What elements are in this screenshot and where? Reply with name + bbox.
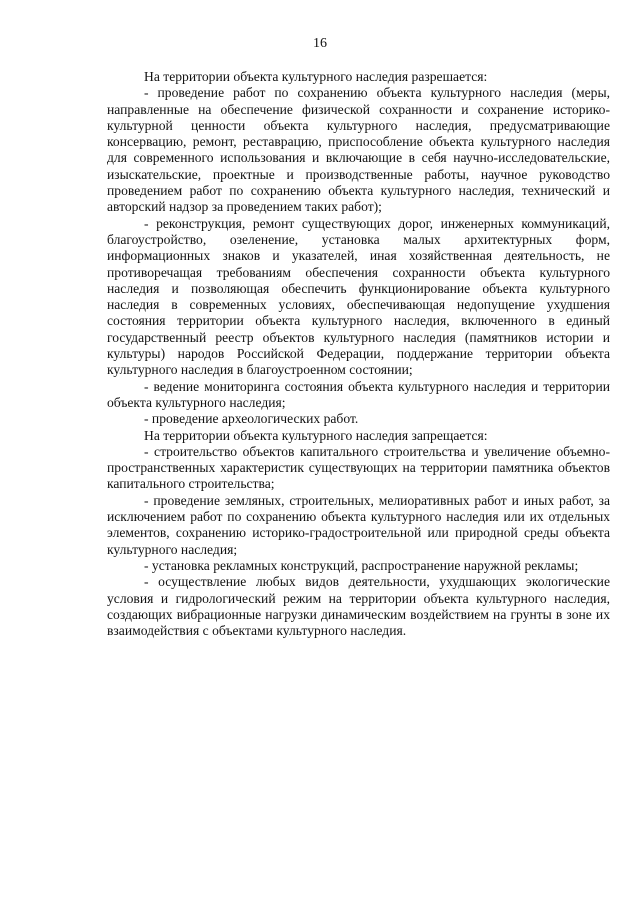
paragraph-prohibited-construction: - строительство объектов капитального строительства и увеличение объемно-пространственных характеристик существующих на территории памятника объектов капитального строительства; bbox=[107, 443, 610, 492]
paragraph-prohibited-earthworks: - проведение земляных, строительных, мелиоративных работ и иных работ, за исключением работ по сохранению объекта культурного наследия или их отдельных элементов, сохранению историко-градостроительной или природной среды объекта культурного наследия; bbox=[107, 492, 610, 557]
paragraph-permitted-conservation-works: - проведение работ по сохранению объекта культурного наследия (меры, направленные на обеспечение физической сохранности и сохранение историко-культурной ценности объекта культурного наследия, предусматривающие консервацию, ремонт, реставрацию, приспособление объекта культурного наследия для современного использования и включающие в себя научно-исследовательские, изыскательские, проектные и производственные работы, научное руководство проведением работ по сохранению объекта культурного наследия, технический и авторский надзор за проведением таких работ); bbox=[107, 85, 610, 215]
paragraph-permitted-heading: На территории объекта культурного наследия разрешается: bbox=[144, 69, 488, 84]
paragraph-permitted-monitoring: - ведение мониторинга состояния объекта культурного наследия и территории объекта культурного наследия; bbox=[107, 378, 610, 410]
page-number: 16 bbox=[313, 36, 327, 51]
paragraph-permitted-reconstruction: - реконструкция, ремонт существующих дорог, инженерных коммуникаций, благоустройство, озеленение, установка малых архитектурных форм, информационных знаков и указателей, иная хозяйственная деятельность, не противоречащая требованиям обеспечения сохранности объекта культурного наследия и позволяющая обеспечить функционирование объекта культурного наследия в современных условиях, обеспечивающая недопущение ухудшения состояния территории объекта культурного наследия, включенного в единый государственный реестр объектов культурного наследия (памятников истории и культуры) народов Российской Федерации, поддержание территории объекта культурного наследия в благоустроенном состоянии; bbox=[107, 215, 610, 378]
paragraph-permitted-archaeology: - проведение археологических работ. bbox=[144, 411, 359, 427]
paragraph-prohibited-advertising: - установка рекламных конструкций, распространение наружной рекламы; bbox=[144, 557, 579, 573]
document-body bbox=[107, 69, 610, 639]
paragraph-prohibited-activities: - осуществление любых видов деятельности, ухудшающих экологические условия и гидрологический режим на территории объекта культурного наследия, создающих вибрационные нагрузки динамическим воздействием на грунты в зоне их взаимодействия с объектами культурного наследия. bbox=[107, 574, 610, 639]
paragraph-prohibited-heading: На территории объекта культурного наследия запрещается: bbox=[144, 427, 488, 443]
